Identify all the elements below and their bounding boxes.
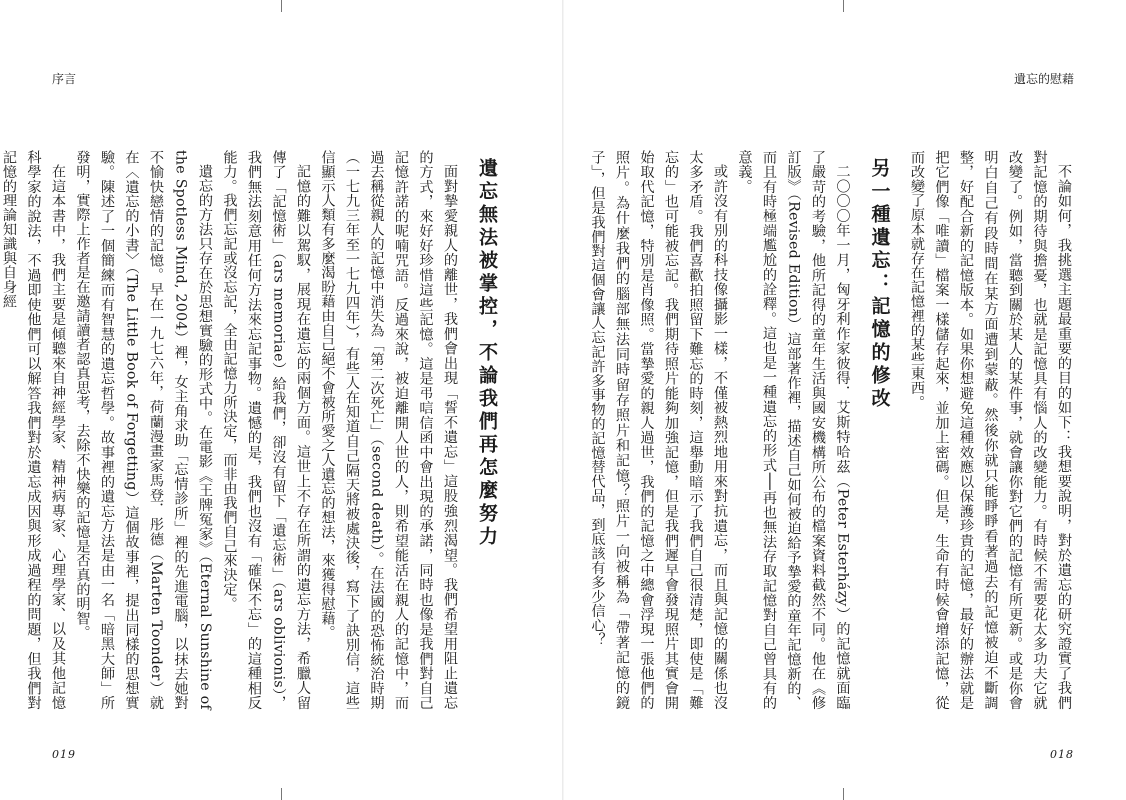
paragraph: 遺忘的方法只存在於思想實驗的形式中。在電影《王牌冤家》（Eternal Sunshine of the Spotless Mind, 2004）裡，女主角求助「忘情診所」裡的先進電腦，以抹去她對不愉快戀情的記憶。早在一九七六年，荷蘭漫畫家馬登．彤德（Marten Toonder）就在〈遺忘的小書〉（The Little Book of Forgetting）這個故事裡，提出同樣的思想實驗。陳述了一個簡練而有智慧的遺忘哲學。故事裡的遺忘方法是由一名「暗黑大師」所發明，實際上作者是在邀請讀者認真思考，去除不快樂的記憶是否真的明智。 (74, 150, 213, 710)
paragraph: 面對摯愛親人的離世，我們會出現「誓不遺忘」這股強烈渴望。我們希望用阻止遺忘的方式，來好好珍惜這些記憶。這是弔唁信函中會出現的承諾，同時也像是我們對自己記憶許諾的呢喃咒語。反過來說，被迫離開人世的人，則希望能活在親人的記憶中，而過去稱從親人的記憶中消失為「第二次死亡」（second death）。在法國的恐怖統治時期（一七九三年至一七九四年），有些人在知道自己隔天將被處決後，寫下了訣別信，這些信顯示人類有多麼渴盼藉由自己絕不會被所愛之人遺忘的想法，來獲得慰藉。 (319, 150, 458, 710)
paragraph: 不論如何，我挑選主題最重要的目的如下：我想要說明，對於遺忘的研究證實了我們對記憶的期待與擔憂，也就是記憶具有惱人的改變能力。有時候不需要花太多功夫它就改變了。例如，當聽到關於某人的某件事，就會讓你對它們的記憶有所更新。或是你會明白自己有段時間在某方面遭到蒙蔽。然後你就只能睜睜看著過去的記憶被迫不斷調整，好配合新的記憶版本。如果你想避免這種效應以保護珍貴的記憶，最好的辦法就是把它們像「唯讀」檔案一樣儲存起來，並加上密碼。但是，生命有時候會增添記憶，從而改變了原本就存在記憶裡的某些東西。 (909, 150, 1072, 710)
right-text-column (589, 150, 1076, 710)
section-heading: 遺忘無法被掌控，不論我們再怎麼努力 (476, 158, 498, 549)
paragraph: 二〇〇〇年一月，匈牙利作家彼得．艾斯特哈茲（Peter Esterházy）的記憶就面臨了嚴苛的考驗，他所記得的童年生活與國安機構所公布的檔案資料截然不同。他在《修訂版》（Revised Edition）這部著作裡，描述自己如何被迫給予摯愛的童年記憶新的、而且有時極端尷尬的詮釋。這也是一種遺忘的形式──再也無法存取記憶對自己曾具有的意義。 (736, 150, 851, 710)
paragraph: 記憶的難以駕馭，展現在遺忘的兩個方面。這世上不存在所謂的遺忘方法，希臘人留傳了「記憶術」（ars memoriae）給我們，卻沒有留下「遺忘術」（ars oblivionis），我們無法刻意用任何方法來忘記事物。遺憾的是，我們也沒有「確保不忘」的這種相反能力。我們忘記或沒忘記，全由記憶力所決定，而非由我們自己來決定。 (221, 150, 311, 710)
left-text-column (1, 150, 512, 710)
page-number-right: 018 (1050, 748, 1074, 761)
page-number-left: 019 (52, 748, 76, 761)
right-page (564, 0, 1126, 800)
left-page (0, 0, 562, 800)
running-head-right: 遺忘的慰藉 (1013, 72, 1074, 86)
section-heading: 另一種遺忘：記憶的修改 (868, 158, 891, 411)
paragraph: 或許沒有別的科技像攝影一樣，不僅被熱烈地用來對抗遺忘，而且與記憶的關係也沒太多矛盾。我們喜歡拍照留下難忘的時刻，這舉動暗示了我們自己很清楚，即使是「難忘的」也可能被忘記。我們期待照片能夠加強記憶，但是我們遲早會發現照片其實會開始取代記憶，特別是肖像照。當摯愛的親人過世，我們的記憶之中總會浮現一張他們的照片。為什麼我們的腦部無法同時留存照片和記憶？照片一向被稱為「帶著記憶的鏡子」，但是我們對這個會讓人忘記許多事物的記憶替代品，到底該有多少信心？ (589, 150, 728, 710)
running-head-left: 序言 (52, 72, 77, 86)
paragraph: 在這本書中，我們主要是傾聽來自神經學家、精神病專家、心理學家、以及其他記憶科學家的說法，不過即使他們可以解答我們對於遺忘成因與形成過程的問題，但我們對記憶的理論知識與自身經 (1, 150, 66, 710)
